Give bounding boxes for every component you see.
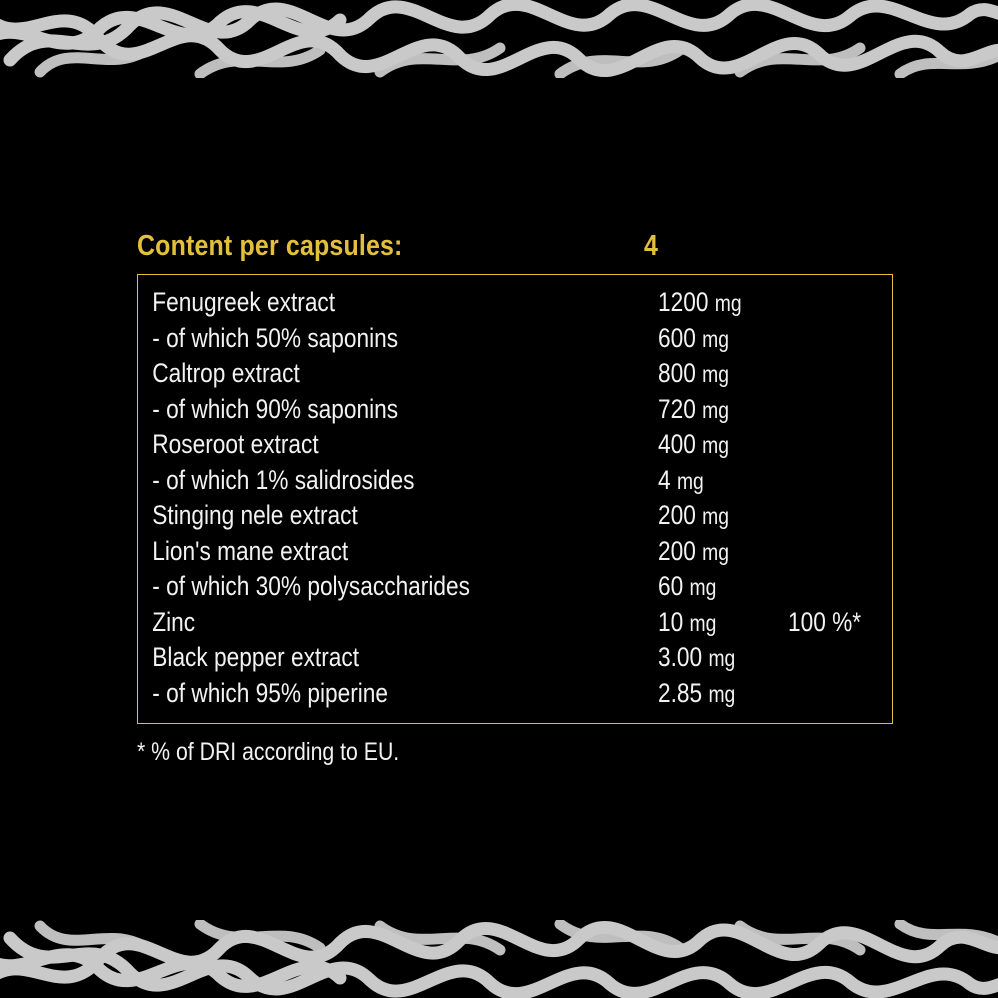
amount-unit: mg <box>702 538 729 565</box>
ingredient-amount <box>658 534 767 570</box>
ingredient-name: - of which 1% salidrosides <box>152 464 415 495</box>
ingredients-table <box>137 274 893 724</box>
ingredient-amount <box>658 605 767 641</box>
ingredient-amount <box>658 640 767 676</box>
ingredient-dri: 100 %* <box>787 606 862 637</box>
amount-value: 10 <box>657 606 684 637</box>
amount-unit: mg <box>702 396 729 423</box>
amount-unit: mg <box>708 645 736 671</box>
ingredient-name: - of which 90% saponins <box>152 393 399 424</box>
ingredient-amount <box>658 427 767 463</box>
celtic-knot-border-top <box>0 0 998 78</box>
ingredient-name: Roseroot extract <box>152 429 319 459</box>
amount-unit: mg <box>702 361 729 387</box>
ingredient-amount <box>658 676 767 712</box>
table-row <box>138 285 892 321</box>
ingredient-name: - of which 95% piperine <box>152 677 389 708</box>
ingredient-name: Fenugreek extract <box>152 287 336 317</box>
table-row <box>138 605 892 641</box>
amount-value: 3.00 <box>657 642 703 672</box>
table-row <box>138 356 892 392</box>
amount-unit: mg <box>702 432 729 458</box>
amount-value: 600 <box>657 322 696 353</box>
table-row <box>138 427 892 463</box>
ingredient-amount <box>658 356 767 392</box>
table-row <box>138 676 892 712</box>
amount-unit: mg <box>702 325 729 352</box>
table-row <box>138 534 892 570</box>
content-header-title: Content per capsules: <box>137 230 403 262</box>
ingredient-name: Caltrop extract <box>152 358 300 388</box>
ingredient-name: Lion's mane extract <box>152 535 349 566</box>
ingredient-amount <box>658 498 767 534</box>
ingredient-name: - of which 30% polysaccharides <box>152 571 470 601</box>
amount-value: 720 <box>657 393 696 424</box>
dri-footnote: * % of DRI according to EU. <box>137 738 400 766</box>
ingredient-amount <box>658 285 767 321</box>
nutrition-content <box>137 230 893 767</box>
amount-value: 60 <box>657 571 684 601</box>
amount-unit: mg <box>676 467 704 494</box>
ingredient-amount <box>658 321 767 357</box>
amount-unit: mg <box>714 290 742 316</box>
ingredient-amount <box>658 463 767 499</box>
amount-value: 1200 <box>657 287 709 317</box>
amount-value: 800 <box>657 358 696 388</box>
table-row <box>138 321 892 357</box>
table-row <box>138 569 892 605</box>
ingredient-name: Stinging nele extract <box>152 500 358 530</box>
amount-unit: mg <box>702 503 729 529</box>
table-row <box>138 640 892 676</box>
amount-value: 200 <box>657 500 696 530</box>
amount-unit: mg <box>689 574 717 600</box>
table-row <box>138 392 892 428</box>
ingredient-name: Black pepper extract <box>152 642 360 672</box>
amount-value: 400 <box>657 429 696 459</box>
table-row <box>138 498 892 534</box>
ingredient-amount <box>658 569 767 605</box>
ingredient-name: - of which 50% saponins <box>152 322 399 353</box>
ingredient-name: Zinc <box>152 606 196 637</box>
amount-unit: mg <box>689 609 717 636</box>
amount-unit: mg <box>708 680 736 707</box>
amount-value: 200 <box>657 535 696 566</box>
celtic-knot-border-bottom <box>0 920 998 998</box>
table-row <box>138 463 892 499</box>
amount-value: 4 <box>657 464 671 495</box>
content-header-value: 4 <box>644 230 659 262</box>
ingredient-amount <box>658 392 767 428</box>
content-header <box>137 230 893 263</box>
amount-value: 2.85 <box>657 677 703 708</box>
